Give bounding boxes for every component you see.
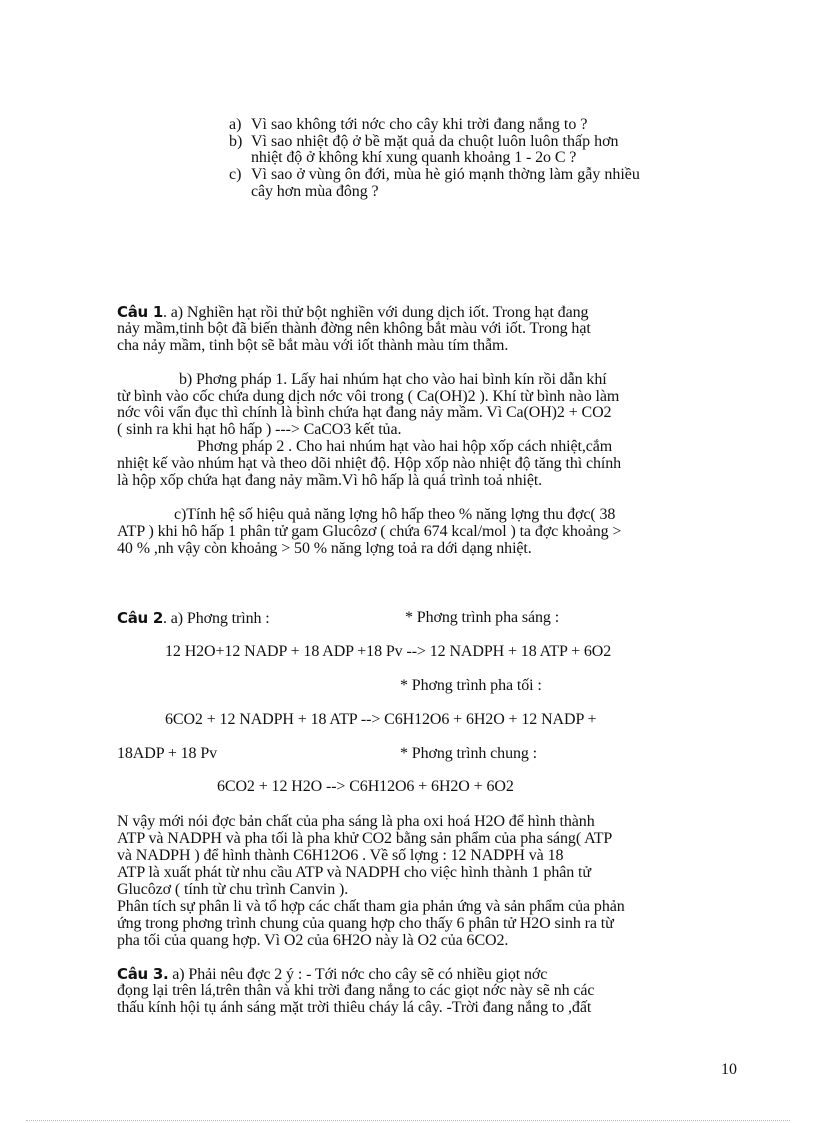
- cau1-a-line-2: nảy mầm,tinh bột đã biến thành đờng nên không bắt màu với iốt. Trong hạt: [117, 320, 591, 337]
- page-number: 10: [721, 1061, 737, 1078]
- cau3-line-1: Câu 3. a) Phải nêu đợc 2 ý : - Tới nớc cho cây sẽ có nhiều giọt nớc: [117, 965, 548, 983]
- question-b-cont: nhiệt độ ở không khí xung quanh khoảng 1 - 2o C ?: [251, 149, 577, 166]
- cau1-b-line-7: là hộp xốp chứa hạt đang nảy mầm.Vì hô hấp là quá trình toả nhiệt.: [117, 472, 543, 489]
- cau1-c-line-2: ATP ) khi hô hấp 1 phân tử gam Glucôzơ ( chứa 674 kcal/mol ) ta đợc khoảng >: [117, 523, 622, 540]
- question-c-cont: cây hơn mùa đông ?: [251, 183, 379, 200]
- cau1-c-line-3: 40 % ,nh vậy còn khoảng > 50 % năng lợng toả ra dới dạng nhiệt.: [117, 540, 532, 557]
- question-a: a) Vì sao không tới nớc cho cây khi trời đang nắng to ?: [229, 116, 588, 133]
- question-b: b) Vì sao nhiệt độ ở bề mặt quả da chuột luôn luôn thấp hơn: [229, 133, 619, 150]
- question-c: c) Vì sao ở vùng ôn đới, mùa hè gió mạnh thờng làm gẫy nhiều: [229, 166, 640, 183]
- cau1-c-line-1: c)Tính hệ số hiệu quả năng lợng hô hấp theo % năng lợng thu đợc( 38: [174, 506, 616, 523]
- cau2-paragraph-line-5: Glucôzơ ( tính từ chu trình Canvin ).: [117, 881, 349, 898]
- cau3-heading: Câu 3.: [117, 965, 169, 983]
- cau3-line-3: thấu kính hội tụ ánh sáng mặt trời thiêu cháy lá cây. -Trời đang nắng to ,đất: [117, 999, 592, 1016]
- cau1-b-line-4: ( sinh ra khi hạt hô hấp ) ---> CaCO3 kết tủa.: [117, 421, 402, 438]
- cau2-paragraph-line-3: và NADPH ) để hình thành C6H12O6 . Về số lợng : 12 NADPH và 18: [117, 847, 564, 864]
- page-bottom-divider: [26, 1120, 790, 1121]
- cau2-paragraph-line-4: ATP là xuất phát từ nhu cầu ATP và NADPH cho việc hình thành 1 phân tử: [117, 864, 591, 881]
- cau2-dark-equation-cont: 18ADP + 18 Pv: [117, 745, 218, 762]
- cau3-line-2: đọng lại trên lá,trên thân và khi trời đang nắng to các giọt nớc này sẽ nh các: [117, 982, 595, 999]
- cau1-b-line-6: nhiệt kế vào nhúm hạt và theo dõi nhiệt độ. Hộp xốp nào nhiệt độ tăng thì chính: [117, 455, 622, 472]
- cau2-paragraph-line-2: ATP và NADPH và pha tối là pha khử CO2 bằng sản phẩm của pha sáng( ATP: [117, 830, 613, 847]
- cau1-a-line-3: cha nảy mầm, tinh bột sẽ bắt màu với iốt thành màu tím thẫm.: [117, 337, 509, 354]
- cau2-line-1: Câu 2. a) Phơng trình :: [117, 609, 270, 627]
- cau2-paragraph-line-6: Phân tích sự phân li và tổ hợp các chất tham gia phản ứng và sản phẩm của phản: [117, 898, 625, 915]
- cau2-paragraph-line-1: N vậy mới nói đợc bản chất của pha sáng là pha oxi hoá H2O để hình thành: [117, 813, 595, 830]
- cau2-heading: Câu 2: [117, 609, 163, 627]
- cau2-paragraph-line-8: pha tối của quang hợp. Vì O2 của 6H2O này là O2 của 6CO2.: [117, 932, 509, 949]
- cau2-total-title: * Phơng trình chung :: [400, 745, 538, 762]
- cau2-paragraph-line-7: ứng trong phơng trình chung của quang hợp cho thấy 6 phân tử H2O sinh ra từ: [117, 915, 614, 932]
- cau2-dark-equation: 6CO2 + 12 NADPH + 18 ATP --> C6H12O6 + 6H2O + 12 NADP +: [165, 711, 597, 728]
- cau1-b-line-5: Phơng pháp 2 . Cho hai nhúm hạt vào hai hộp xốp cách nhiệt,cắm: [197, 438, 613, 455]
- cau2-dark-title: * Phơng trình pha tối :: [400, 677, 542, 694]
- cau1-b-line-1: b) Phơng pháp 1. Lấy hai nhúm hạt cho vào hai bình kín rồi dẫn khí: [179, 371, 607, 388]
- cau1-b-line-2: từ bình vào cốc chứa dung dịch nớc vôi trong ( Ca(OH)2 ). Khí từ bình nào làm: [117, 388, 620, 405]
- cau1-heading: Câu 1: [117, 303, 163, 321]
- cau1-b-line-3: nớc vôi vẩn đục thì chính là bình chứa hạt đang nảy mầm. Vì Ca(OH)2 + CO2: [117, 404, 612, 421]
- cau2-light-equation: 12 H2O+12 NADP + 18 ADP +18 Pv --> 12 NADPH + 18 ATP + 6O2: [165, 643, 612, 660]
- cau2-total-equation: 6CO2 + 12 H2O --> C6H12O6 + 6H2O + 6O2: [217, 778, 514, 795]
- cau1-line-1: Câu 1. a) Nghiền hạt rồi thử bột nghiền với dung dịch iốt. Trong hạt đang: [117, 303, 589, 321]
- cau2-light-title: * Phơng trình pha sáng :: [405, 609, 560, 626]
